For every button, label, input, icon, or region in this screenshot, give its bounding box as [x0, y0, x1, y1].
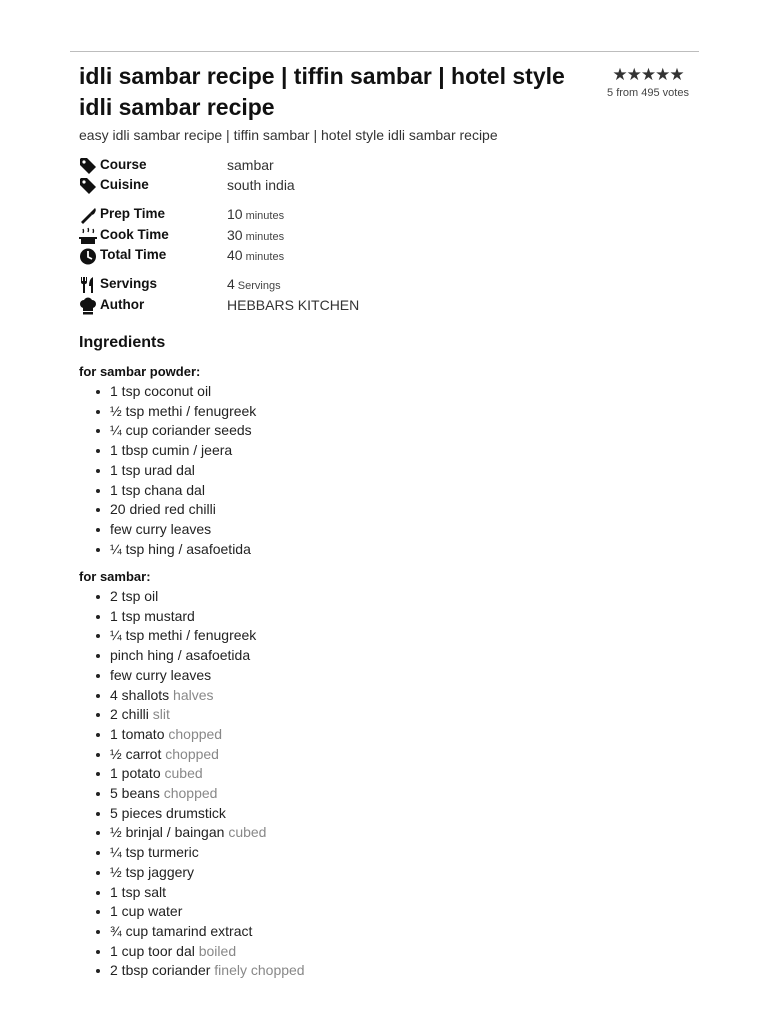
ingredients-heading: Ingredients	[79, 334, 166, 351]
ingredient-text: ¼ cup coriander seeds	[110, 422, 252, 439]
ingredient-list	[79, 382, 679, 559]
ingredient-item	[79, 843, 679, 863]
ingredient-item	[79, 686, 679, 706]
prep-minutes-value: 10	[227, 206, 243, 222]
ingredient-text: few curry leaves	[110, 666, 212, 683]
ingredient-text: ¼ tsp methi / fenugreek	[110, 627, 257, 644]
ingredient-text: pinch hing / asafoetida	[110, 647, 251, 664]
meta-servings	[79, 275, 679, 295]
meta-author-value: HEBBARS KITCHEN	[227, 297, 360, 313]
ingredient-group-sambar-powder	[79, 362, 679, 559]
meta-prep-time	[79, 205, 679, 225]
group-title: for sambar powder:	[79, 364, 201, 379]
ingredient-text: 2 tsp oil	[110, 588, 159, 604]
meta-cook-label: Cook Time	[100, 227, 169, 242]
ingredient-item	[79, 902, 679, 922]
ingredient-text: 20 dried red chilli	[110, 501, 216, 518]
ingredient-text: 1 tsp coconut oil	[110, 383, 212, 399]
ingredient-text: 1 cup water	[110, 903, 183, 920]
meta-servings-label: Servings	[100, 276, 158, 291]
meta-cook-value	[227, 227, 284, 243]
tag-icon	[79, 177, 97, 195]
ingredient-group-sambar	[79, 567, 679, 981]
ingredient-note: cubed	[228, 824, 267, 841]
ingredient-text: 1 potato	[110, 765, 161, 782]
ingredient-note: chopped	[163, 785, 218, 802]
ingredient-text: ¾ cup tamarind extract	[110, 922, 253, 939]
top-divider	[70, 51, 699, 52]
ingredient-text: 1 tsp salt	[110, 883, 167, 900]
ingredient-note: chopped	[165, 745, 219, 762]
ingredient-note: boiled	[198, 942, 237, 959]
cook-unit: minutes	[245, 231, 285, 243]
ingredient-text: 1 tsp chana dal	[110, 481, 205, 498]
ingredient-item	[79, 823, 679, 843]
ingredient-item	[79, 646, 679, 666]
meta-cuisine-label: Cuisine	[100, 177, 149, 192]
ingredient-note: chopped	[168, 725, 223, 742]
ingredient-text: ¼ tsp hing / asafoetida	[110, 540, 251, 557]
ingredient-text: ½ carrot	[110, 745, 162, 762]
ingredient-text: 1 tsp mustard	[110, 607, 195, 624]
ingredient-text: 1 tsp urad dal	[110, 461, 195, 478]
ingredient-item	[79, 587, 679, 607]
recipe-summary: easy idli sambar recipe | tiffin sambar | hotel style idli sambar recipe	[79, 127, 498, 143]
ingredient-item	[79, 520, 679, 540]
ingredient-text: 2 chilli	[110, 706, 149, 723]
ingredient-note: halves	[173, 686, 214, 703]
ingredient-item	[79, 784, 679, 804]
ingredient-item	[79, 421, 679, 441]
ingredient-text: 5 beans	[110, 785, 160, 802]
meta-servings-value[interactable]	[227, 276, 281, 292]
ingredient-item	[79, 607, 679, 627]
ingredient-text: 1 tbsp cumin / jeera	[110, 442, 233, 459]
meta-cuisine-value: south india	[227, 177, 295, 193]
ingredient-item	[79, 922, 679, 942]
meta-author-label: Author	[100, 297, 145, 312]
ingredient-text: 1 cup toor dal	[110, 942, 195, 959]
meta-course-label: Course	[100, 157, 147, 172]
rating-votes: 5 from 495 votes	[607, 87, 689, 99]
ingredient-item	[79, 804, 679, 824]
ingredient-text: 2 tbsp coriander	[110, 962, 211, 979]
ingredient-item	[79, 961, 679, 981]
knife-icon	[79, 206, 97, 224]
ingredient-item	[79, 942, 679, 962]
ingredient-item	[79, 764, 679, 784]
meta-total-label: Total Time	[100, 247, 167, 262]
meta-cuisine	[79, 176, 679, 196]
chef-hat-icon	[79, 297, 97, 315]
ingredient-text: ½ brinjal / baingan	[110, 824, 225, 841]
ingredient-item	[79, 461, 679, 481]
ingredient-item	[79, 883, 679, 903]
meta-author	[79, 296, 679, 316]
ingredient-text: 1 tomato	[110, 725, 165, 742]
ingredient-item	[79, 745, 679, 765]
pot-icon	[79, 227, 97, 245]
ingredient-item	[79, 500, 679, 520]
ingredient-note: cubed	[164, 765, 203, 782]
ingredient-item	[79, 481, 679, 501]
meta-course-value: sambar	[227, 157, 274, 173]
ingredient-item	[79, 382, 679, 402]
star-rating-icons[interactable]: ★★★★★	[612, 65, 684, 84]
group-title: for sambar:	[79, 569, 151, 584]
ingredient-note: slit	[152, 706, 170, 723]
rating-widget[interactable]	[598, 66, 698, 99]
ingredient-text: few curry leaves	[110, 520, 212, 537]
ingredient-text: ½ tsp methi / fenugreek	[110, 402, 257, 419]
utensils-icon	[79, 276, 97, 294]
ingredient-note: finely chopped	[214, 962, 305, 979]
meta-total-value	[227, 247, 284, 263]
tag-icon	[79, 157, 97, 175]
ingredient-item	[79, 540, 679, 560]
ingredient-list	[79, 587, 679, 981]
meta-prep-value	[227, 206, 284, 222]
meta-cook-time	[79, 226, 679, 246]
meta-course	[79, 156, 679, 176]
meta-total-time	[79, 246, 679, 266]
ingredient-item	[79, 725, 679, 745]
cook-minutes-value: 30	[227, 227, 243, 243]
prep-unit: minutes	[245, 210, 285, 222]
ingredient-item	[79, 626, 679, 646]
ingredient-text: ½ tsp jaggery	[110, 863, 195, 880]
servings-unit: Servings	[237, 280, 281, 292]
ingredient-text: ¼ tsp turmeric	[110, 844, 199, 861]
ingredient-item	[79, 863, 679, 883]
ingredient-item	[79, 705, 679, 725]
ingredient-text: 4 shallots	[110, 686, 170, 703]
ingredient-text: 5 pieces drumstick	[110, 804, 226, 821]
total-unit: minutes	[245, 251, 285, 263]
ingredient-item	[79, 402, 679, 422]
ingredient-item	[79, 666, 679, 686]
recipe-title: idli sambar recipe | tiffin sambar | hotel style idli sambar recipe	[79, 63, 565, 120]
servings-count[interactable]: 4	[227, 276, 235, 292]
total-minutes-value: 40	[227, 247, 243, 263]
ingredient-item	[79, 441, 679, 461]
meta-prep-label: Prep Time	[100, 206, 166, 221]
clock-icon	[79, 247, 97, 265]
